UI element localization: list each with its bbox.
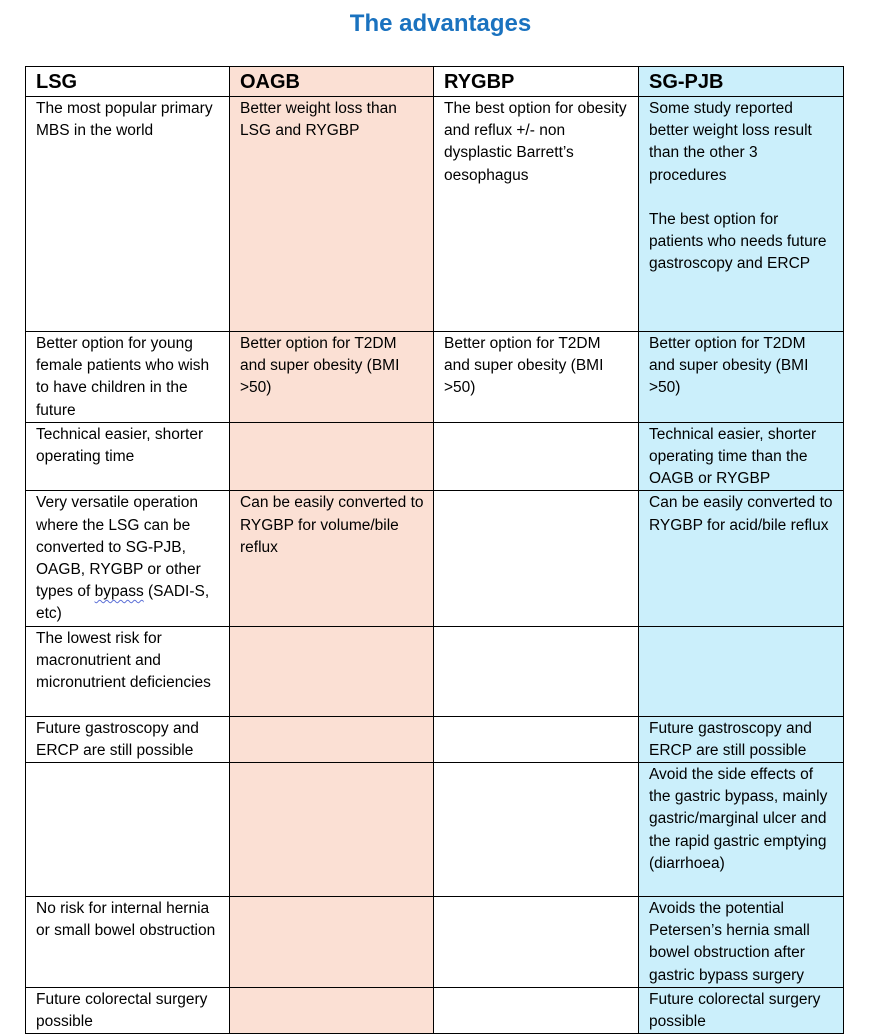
table-row — [26, 97, 844, 332]
table-row — [26, 332, 844, 423]
cell-rygbp — [434, 422, 639, 491]
table-row — [26, 422, 844, 491]
table-row — [26, 763, 844, 897]
cell-rygbp — [434, 897, 639, 988]
cell-rygbp — [434, 716, 639, 762]
table-row — [26, 491, 844, 626]
cell-sgpjb — [639, 97, 844, 332]
cell-sgpjb — [639, 626, 844, 716]
advantages-table — [25, 66, 844, 1034]
cell-oagb — [230, 897, 434, 988]
table-row — [26, 626, 844, 716]
cell-sgpjb: Better option for T2DM and super obesity (BMI >50) — [639, 332, 844, 423]
cell-lsg: No risk for internal hernia or small bowel obstruction — [26, 897, 230, 988]
cell-sgpjb-para-2: The best option for patients who needs future gastroscopy and ERCP — [649, 210, 827, 273]
cell-sgpjb: Avoids the potential Petersen’s hernia small bowel obstruction after gastric bypass surgery — [639, 897, 844, 988]
table-header-row — [26, 67, 844, 97]
header-rygbp: RYGBP — [434, 67, 639, 97]
cell-lsg: The lowest risk for macronutrient and micronutrient deficiencies — [26, 626, 230, 716]
table-row — [26, 987, 844, 1033]
cell-oagb: Better weight loss than LSG and RYGBP — [230, 97, 434, 332]
cell-sgpjb: Future gastroscopy and ERCP are still possible — [639, 716, 844, 762]
cell-oagb — [230, 422, 434, 491]
cell-oagb — [230, 716, 434, 762]
cell-rygbp: Better option for T2DM and super obesity (BMI >50) — [434, 332, 639, 423]
table-row — [26, 897, 844, 988]
header-sgpjb: SG-PJB — [639, 67, 844, 97]
cell-lsg: Future colorectal surgery possible — [26, 987, 230, 1033]
cell-rygbp — [434, 763, 639, 897]
cell-sgpjb: Avoid the side effects of the gastric bypass, mainly gastric/marginal ulcer and the rapid gastric emptying (diarrhoea) — [639, 763, 844, 897]
cell-lsg — [26, 491, 230, 626]
cell-oagb — [230, 763, 434, 897]
spellcheck-flagged-word[interactable]: bypass — [94, 583, 144, 601]
cell-rygbp: The best option for obesity and reflux +/- non dysplastic Barrett’s oesophagus — [434, 97, 639, 332]
header-lsg: LSG — [26, 67, 230, 97]
cell-sgpjb: Can be easily converted to RYGBP for acid/bile reflux — [639, 491, 844, 626]
cell-oagb: Better option for T2DM and super obesity (BMI >50) — [230, 332, 434, 423]
cell-rygbp — [434, 987, 639, 1033]
cell-sgpjb-para-1: Some study reported better weight loss result than the other 3 procedures — [649, 100, 812, 184]
cell-sgpjb: Technical easier, shorter operating time than the OAGB or RYGBP — [639, 422, 844, 491]
cell-lsg: Better option for young female patients who wish to have children in the future — [26, 332, 230, 423]
cell-rygbp — [434, 626, 639, 716]
cell-lsg-text-after: (SADI-S, etc) — [36, 583, 210, 623]
cell-lsg: Future gastroscopy and ERCP are still possible — [26, 716, 230, 762]
cell-lsg-text-before: Very versatile operation where the LSG can be converted to SG-PJB, OAGB, RYGBP or other types of — [36, 494, 201, 601]
header-oagb: OAGB — [230, 67, 434, 97]
cell-rygbp — [434, 491, 639, 626]
paragraph-gap — [649, 187, 835, 209]
cell-oagb: Can be easily converted to RYGBP for volume/bile reflux — [230, 491, 434, 626]
cell-lsg: Technical easier, shorter operating time — [26, 422, 230, 491]
table-row — [26, 716, 844, 762]
cell-sgpjb: Future colorectal surgery possible — [639, 987, 844, 1033]
page-title: The advantages — [349, 10, 532, 37]
cell-oagb — [230, 987, 434, 1033]
cell-oagb — [230, 626, 434, 716]
cell-lsg: The most popular primary MBS in the world — [26, 97, 230, 332]
cell-lsg — [26, 763, 230, 897]
